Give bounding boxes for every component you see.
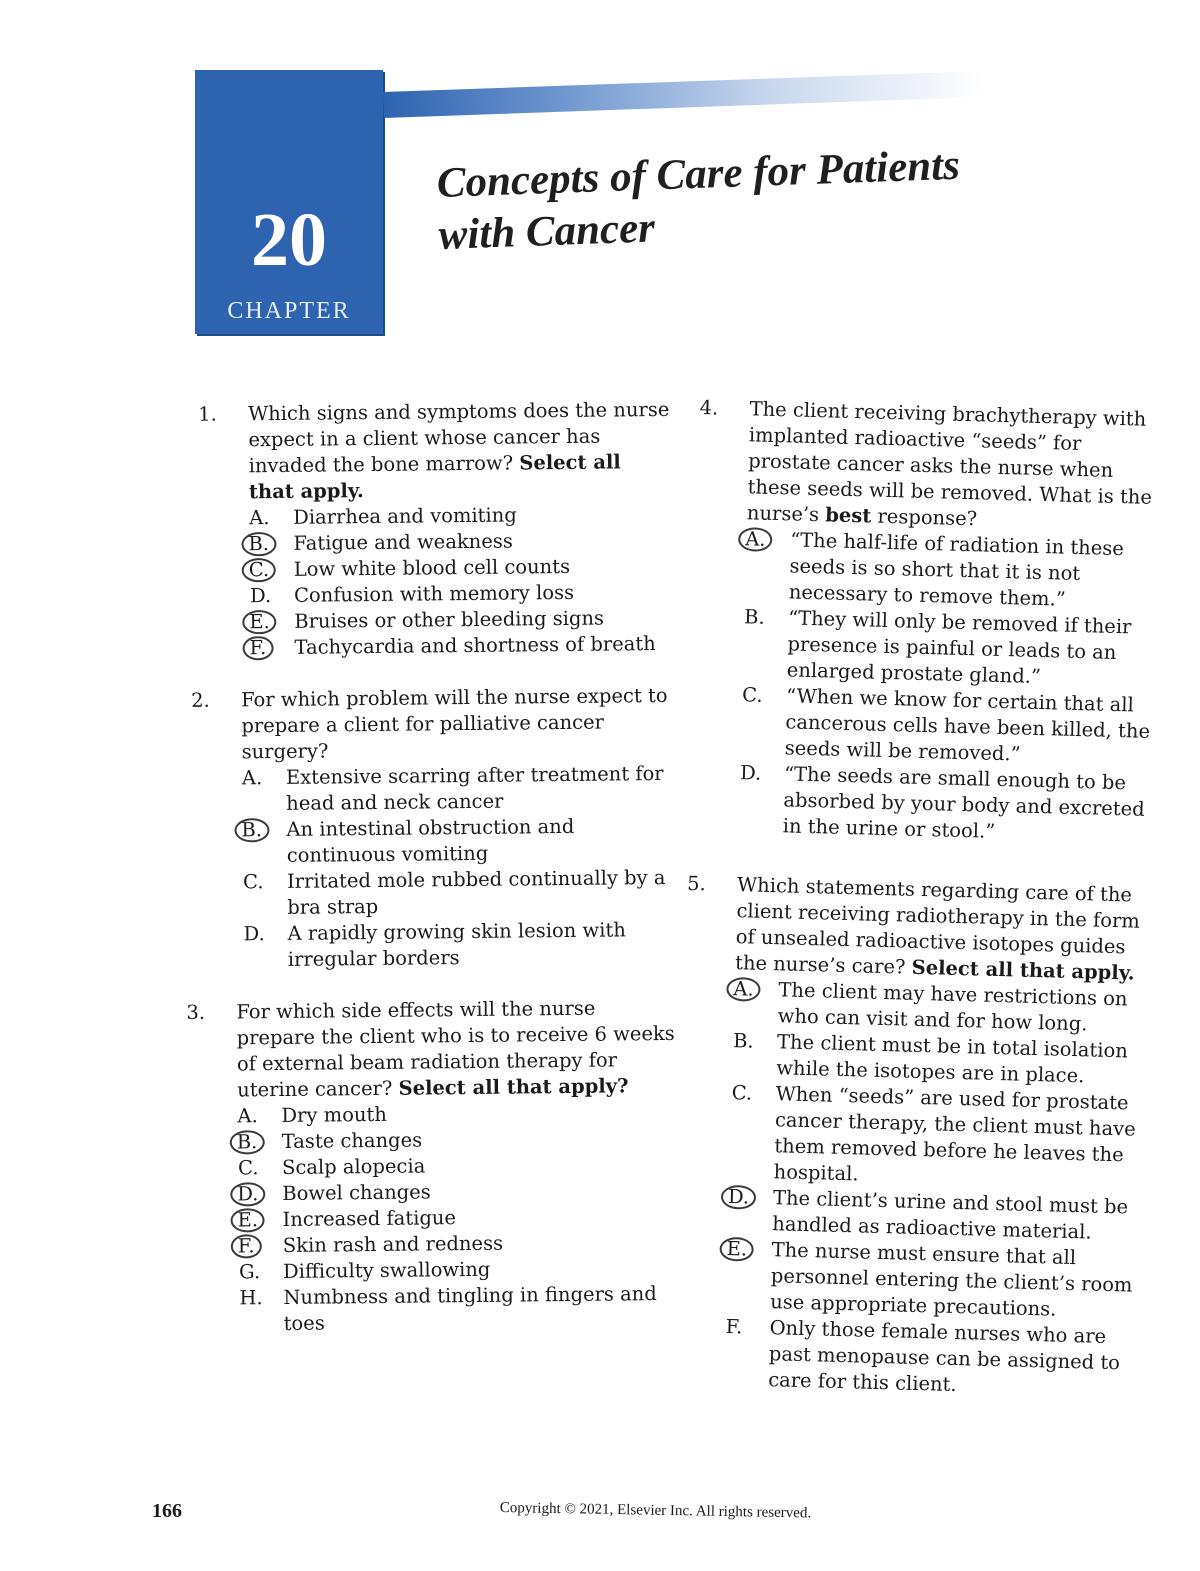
option-c[interactable]: C. Low white blood cell counts [250, 553, 672, 583]
question-number: 4. [699, 395, 719, 420]
question-number: 5. [686, 871, 707, 896]
option-list [724, 976, 1145, 1403]
option-a[interactable]: A. Diarrhea and vomiting [249, 503, 517, 530]
option-b[interactable]: B. “They will only be removed if their presence is painful or leads to an enlarged prostate gland.” [743, 605, 1132, 689]
option-b[interactable]: B. An intestinal obstruction and continuous vomiting [242, 813, 675, 870]
option-f[interactable]: F. Only those female nurses who are past menopause can be assigned to care for this client. [725, 1314, 1121, 1397]
question-text: Which statements regarding care of the client receiving radiotherapy in the form of unsealed radioactive isotopes guides the nurse’s care? [734, 873, 1141, 979]
left-column [180, 397, 680, 1364]
question-number: 2. [191, 688, 210, 712]
question-instruction: Select all that apply? [398, 1074, 629, 1100]
option-c[interactable]: C. Scalp alopecia [237, 1154, 426, 1180]
option-c[interactable]: C. Irritated mole rubbed continually by a bra strap [242, 865, 666, 919]
question-text: For which problem will the nurse expect to prepare a client for palliative cancer surgery? [241, 683, 668, 764]
question-1 [198, 397, 673, 662]
option-d[interactable]: D. Bowel changes [238, 1177, 678, 1208]
option-e[interactable]: E. Bruises or other bleeding signs [250, 605, 672, 635]
question-instruction: Select all that apply. [248, 450, 621, 504]
option-d[interactable]: D. A rapidly growing skin lesion with irregular borders [243, 918, 626, 971]
option-d[interactable]: D. “The seeds are small enough to be absorbed by your body and excreted in the urine or stool.” [739, 761, 1145, 843]
question-instruction: Select all that apply. [911, 955, 1135, 985]
option-g[interactable]: G. Difficulty swallowing [238, 1257, 491, 1284]
option-a[interactable]: A. Extensive scarring after treatment for head and neck cancer [241, 761, 664, 815]
option-c[interactable]: C. “When we know for certain that all cancerous cells have been killed, the seeds will be removed.” [741, 683, 1151, 766]
option-a[interactable]: A. “The half-life of radiation in these seeds is so short that it is not necessary to remove them.” [745, 526, 1157, 615]
question-text-after: response? [877, 504, 978, 531]
question-5 [674, 871, 1147, 1403]
copyright-notice: Copyright © 2021, Elsevier Inc. All rights reserved. [499, 1500, 812, 1522]
chapter-title [436, 137, 1039, 262]
option-f[interactable]: F. Tachycardia and shortness of breath [250, 631, 672, 661]
option-a[interactable]: A. The client may have restrictions on who can visit and for how long. [733, 976, 1144, 1039]
question-number: 1. [198, 402, 217, 426]
option-list [242, 761, 676, 974]
question-text: For which side effects will the nurse prepare the client who is to receive 6 weeks of external beam radiation therapy for uterine cancer? [236, 996, 675, 1102]
option-list [237, 1099, 679, 1338]
option-h[interactable]: H. Numbness and tingling in fingers and toes [239, 1282, 657, 1335]
right-column [673, 395, 1160, 1429]
question-2 [191, 683, 676, 974]
chapter-title-line1: Concepts of Care for Patients [436, 141, 961, 207]
question-text: Which signs and symptoms does the nurse expect in a client whose cancer has invaded the bone marrow? [248, 397, 670, 478]
question-emphasis: best [825, 503, 872, 528]
question-text: The client receiving brachytherapy with implanted radioactive “seeds” for prostate cancer asks the nurse when these seeds will be removed. What is the nurse’s [746, 397, 1153, 527]
option-b[interactable]: B. The client must be in total isolation while the isotopes are in place. [732, 1029, 1129, 1088]
option-e[interactable]: E. The nurse must ensure that all personnel entering the client’s room use appropriate precautions. [726, 1236, 1138, 1325]
option-a[interactable]: A. Dry mouth [237, 1102, 387, 1128]
chapter-label: CHAPTER [227, 298, 351, 324]
question-number: 3. [186, 1000, 206, 1024]
option-c[interactable]: C. When “seeds” are used for prostate cancer therapy, the client must have them removed before he leaves the hospital. [731, 1081, 1137, 1186]
question-4 [688, 395, 1159, 849]
chapter-title-line2: with Cancer [437, 204, 656, 259]
option-d[interactable]: D. The client’s urine and stool must be handled as radioactive material. [728, 1184, 1139, 1247]
option-b[interactable]: B. Fatigue and weakness [249, 527, 671, 557]
option-list [738, 526, 1156, 849]
decorative-band [383, 71, 984, 118]
question-3 [186, 995, 680, 1338]
chapter-number: 20 [251, 198, 327, 282]
chapter-box [195, 70, 383, 334]
option-list [249, 501, 673, 661]
option-b[interactable]: B. Taste changes [238, 1125, 678, 1156]
option-f[interactable]: F. Skin rash and redness [239, 1229, 679, 1260]
option-e[interactable]: E. Increased fatigue [238, 1203, 678, 1234]
page-number: 166 [152, 1500, 182, 1522]
option-d[interactable]: D. Confusion with memory loss [249, 580, 575, 608]
